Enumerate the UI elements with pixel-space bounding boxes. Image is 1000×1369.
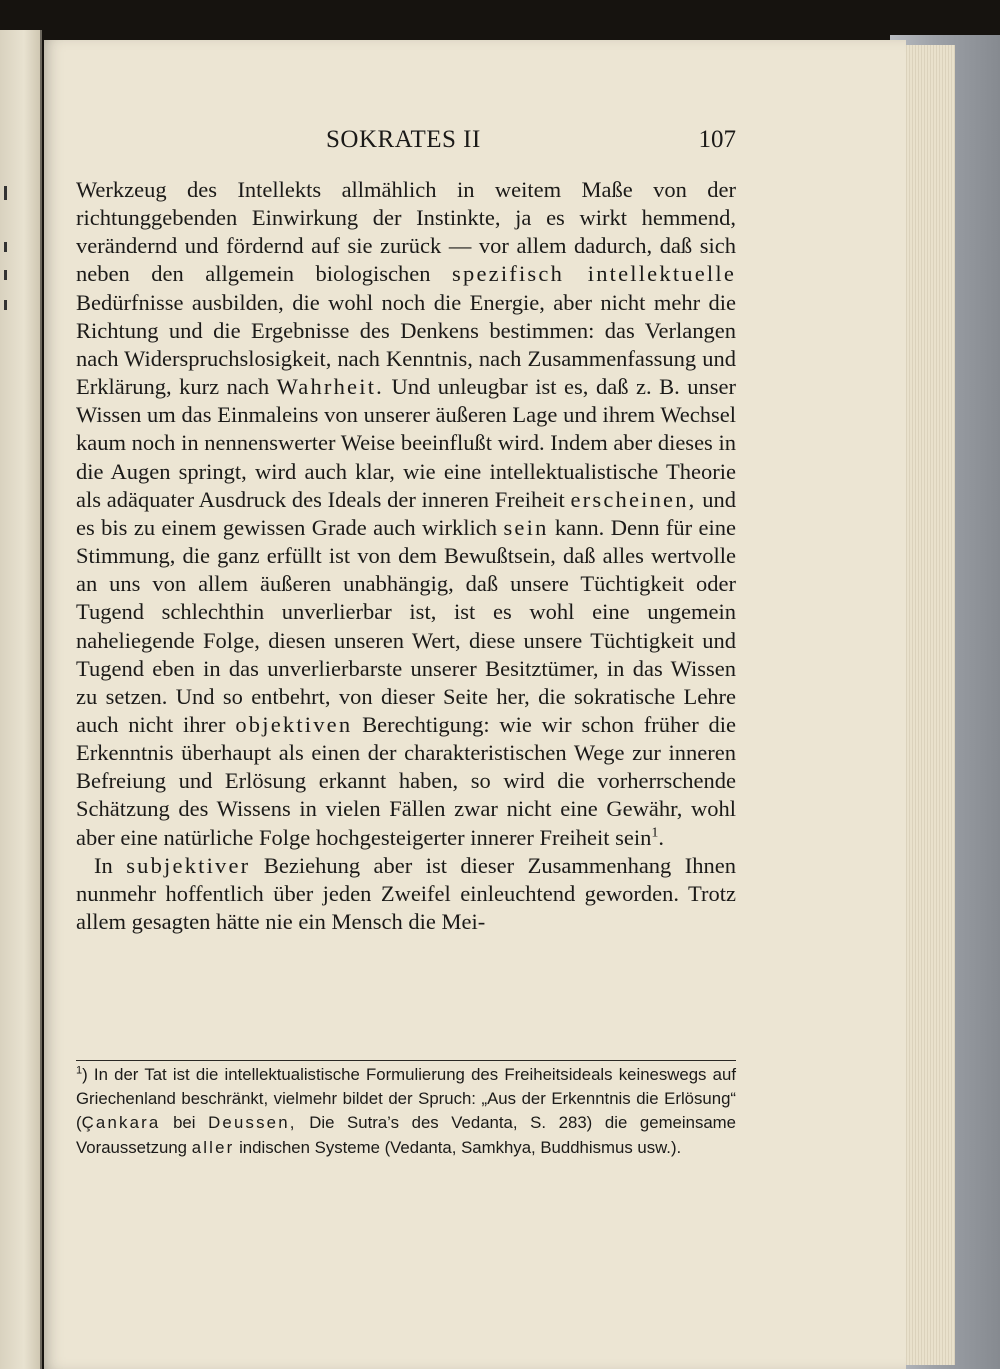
emphasis: erscheinen, [570, 486, 697, 512]
body-text [76, 176, 736, 936]
left-page-mark [4, 270, 7, 280]
left-page-mark [4, 186, 7, 200]
emphasis: Wahrheit. [276, 374, 384, 400]
emphasis: subjektiver [126, 852, 251, 878]
left-page-mark [4, 300, 7, 310]
footnote: $^1$) In der Tat ist die intellektualistische Formulierung des Freiheitsideals keineswegs auf Griechenland beschränkt, vielmehr bildet der Spruch: „Aus der Erkenntnis die Erlösung“ (Çankara bei Deussen, Die Sutra’s des Vedanta, S. 283) die gemeinsame Voraussetzung aller indischen Systeme (Vedanta, Samkhya, Buddhismus usw.). [76, 1064, 736, 1157]
footnote-mark: 1 [76, 1064, 83, 1077]
emphasis: sein [503, 514, 549, 540]
emphasis: spezifisch intellektuelle [452, 261, 736, 287]
paragraph-1: Werkzeug des Intellekts allmählich in weitem Maße von der richtunggebenden Einwirkung der Instinkte, ja es wirkt hemmend, verändernd und fördernd auf sie zurück — vor allem dadurch, daß sich neben den allgemein biologischen spezifisch intellektuelle Bedürfnisse ausbilden, die wohl noch die Energie, aber nicht mehr die Richtung und die Ergebnisse des Denkens bestimmen: das Verlangen nach Widerspruchslosigkeit, nach Kenntnis, nach Zusammenfassung und Erklärung, kurz nach Wahrheit. Und unleugbar ist es, daß z. B. unser Wissen um das Einmaleins von unserer äußeren Lage und ihrem Wechsel kaum noch in nennenswerter Weise beeinflußt wird. Indem aber dieses in die Augen springt, wird auch klar, wie eine intellektualistische Theorie als adäquater Ausdruck des Ideals der inneren Freiheit erscheinen, und es bis zu einem gewissen Grade auch wirklich sein kann. Denn für eine Stimmung, die ganz erfüllt ist von dem Bewußtsein, daß alles wertvolle an uns von allem äußeren unabhängig, daß unsere Tüchtigkeit oder Tugend schlechthin unverlierbar ist, ist es wohl eine ungemein naheliegende Folge, diesen unseren Wert, diese unsere Tüchtigkeit und Tugend eben in das unverlierbarste unserer Besitztümer, in das Wissen zu setzen. Und so entbehrt, von dieser Seite her, die sokratische Lehre auch nicht ihrer objektiven Berechtigung: wie wir schon früher die Erkenntnis überhaupt als einen der charakteristischen Wege zur inneren Befreiung und Erlösung erkannt haben, so wird die vorherrschende Schätzung des Wissens in vielen Fällen zwar nicht eine Gewähr, wohl aber eine natürliche Folge hochgesteigerter innerer Freiheit sein$^1$. [76, 177, 737, 850]
left-page-mark [4, 242, 7, 252]
running-title: SOKRATES II [326, 126, 481, 153]
left-page-edge [0, 30, 42, 1369]
page-header [80, 126, 736, 162]
emphasis: Deussen, [208, 1113, 297, 1133]
emphasis: objektiven [235, 711, 353, 737]
footnote-rule [76, 1060, 736, 1061]
paragraph-2: In subjektiver Beziehung aber ist dieser Zusammenhang Ihnen nunmehr hoffentlich über jeden Zweifel einleuchtend geworden. Trotz allem gesagten hätte nie ein Mensch die Mei- [76, 852, 736, 935]
emphasis: Çankara [81, 1113, 161, 1133]
footnote-reference[interactable]: 1 [651, 825, 659, 841]
emphasis: aller [191, 1137, 235, 1157]
page-number: 107 [698, 126, 736, 153]
